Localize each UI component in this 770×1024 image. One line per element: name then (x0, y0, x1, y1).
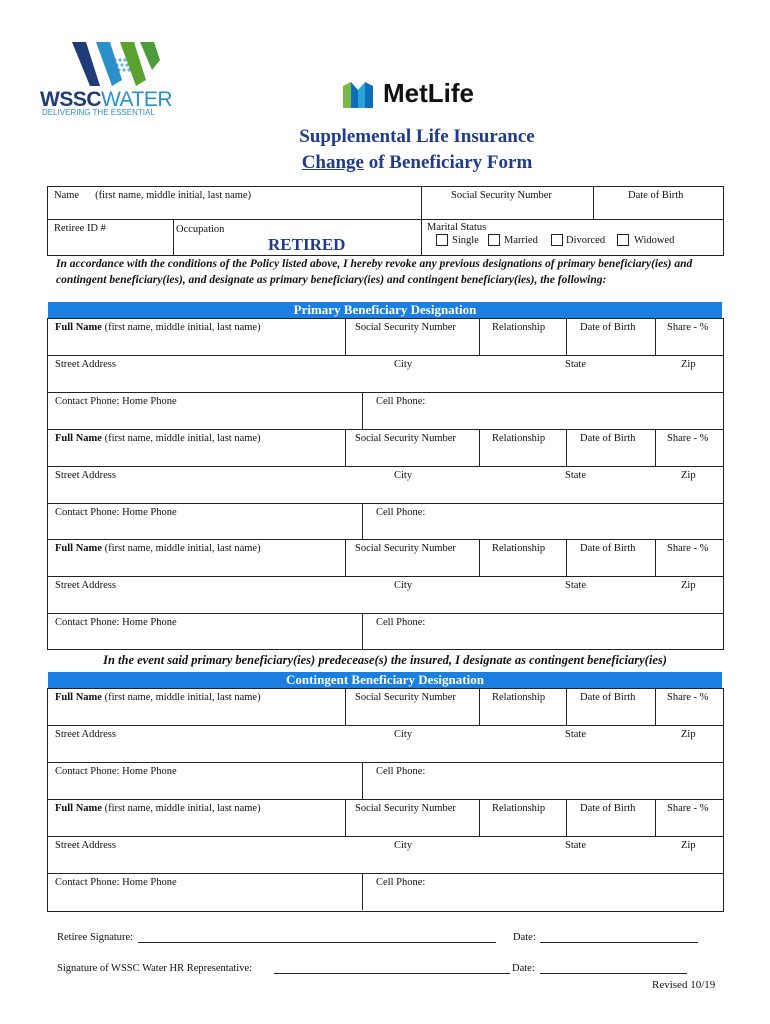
contingent-beneficiary-1-relationship-label: Relationship (492, 692, 546, 703)
contingent-beneficiary-2-full-name-label: Full Name (first name, middle initial, last name) (55, 803, 261, 814)
metlife-logo-text: MetLife (383, 78, 474, 108)
revision-note: Revised 10/19 (652, 979, 716, 991)
form-title-line2 (0, 152, 770, 174)
widowed-checkbox[interactable] (617, 234, 629, 246)
primary-beneficiary-1-cell-label: Cell Phone: (376, 396, 426, 407)
retiree-signature-line[interactable] (138, 942, 496, 943)
occupation-value: RETIRED (268, 235, 346, 254)
metlife-m-mark-icon (343, 78, 373, 110)
contingent-beneficiary-2-share-label: Share - % (667, 803, 709, 814)
primary-beneficiary-2-cell-label: Cell Phone: (376, 507, 426, 518)
primary-beneficiary-1-relationship-label: Relationship (492, 322, 546, 333)
retiree-date-label: Date: (513, 932, 536, 943)
primary-beneficiary-3-state-label: State (565, 580, 586, 591)
contingent-beneficiary-2-dob-label: Date of Birth (580, 803, 636, 814)
primary-beneficiary-3-full-name-label: Full Name (first name, middle initial, last name) (55, 543, 261, 554)
primary-beneficiary-1-street-label: Street Address (55, 359, 116, 370)
primary-beneficiary-3-street-label: Street Address (55, 580, 116, 591)
title-rest: of Beneficiary Form (363, 152, 533, 173)
primary-beneficiary-2-dob-label: Date of Birth (580, 433, 636, 444)
married-checkbox[interactable] (488, 234, 500, 246)
contingent-beneficiary-2-relationship-label: Relationship (492, 803, 546, 814)
primary-beneficiary-1-state-label: State (565, 359, 586, 370)
primary-beneficiary-1-zip-label: Zip (681, 359, 696, 370)
primary-beneficiary-2-relationship-label: Relationship (492, 433, 546, 444)
insured-name-label: Name (first name, middle initial, last name) (54, 190, 252, 201)
primary-beneficiary-1-share-label: Share - % (667, 322, 709, 333)
retiree-date-line[interactable] (540, 942, 698, 943)
occupation-label: Occupation (176, 224, 225, 235)
primary-beneficiary-3-city-label: City (394, 580, 413, 591)
single-checkbox[interactable] (436, 234, 448, 246)
contingent-beneficiary-2-street-label: Street Address (55, 840, 116, 851)
hr-date-label: Date: (512, 963, 535, 974)
primary-beneficiary-2-share-label: Share - % (667, 433, 709, 444)
revoke-statement: In accordance with the conditions of the Policy listed above, I hereby revoke any previous designations of primary beneficiary(ies) and contingent beneficiary(ies), and designate as primary beneficiary(ies) and contingent beneficiary(ies), the following: (56, 258, 693, 286)
divorced-label: Divorced (566, 235, 606, 246)
primary-beneficiary-2-ssn-label: Social Security Number (355, 433, 456, 444)
primary-beneficiary-3-contact-label: Contact Phone: Home Phone (55, 617, 177, 628)
metlife-logo (343, 76, 503, 112)
hr-signature-label: Signature of WSSC Water HR Representative: (57, 963, 253, 974)
primary-beneficiary-1-contact-label: Contact Phone: Home Phone (55, 396, 177, 407)
title-change-word: Change (301, 152, 364, 173)
retiree-signature-label: Retiree Signature: (57, 932, 134, 943)
contingent-beneficiary-2-cell-label: Cell Phone: (376, 877, 426, 888)
contingent-beneficiary-1-full-name-label: Full Name (first name, middle initial, last name) (55, 692, 261, 703)
primary-beneficiary-header: Primary Beneficiary Designation (48, 302, 722, 318)
contingent-beneficiary-2-contact-label: Contact Phone: Home Phone (55, 877, 177, 888)
primary-beneficiary-3-cell-label: Cell Phone: (376, 617, 426, 628)
contingent-beneficiary-2-state-label: State (565, 840, 586, 851)
contingent-beneficiary-1-city-label: City (394, 729, 413, 740)
insured-dob-label: Date of Birth (628, 190, 684, 201)
primary-beneficiary-2-zip-label: Zip (681, 470, 696, 481)
primary-beneficiary-2-city-label: City (394, 470, 413, 481)
primary-beneficiary-3-zip-label: Zip (681, 580, 696, 591)
contingent-beneficiary-2-zip-label: Zip (681, 840, 696, 851)
wssc-logo-text: WSSC (40, 88, 101, 111)
primary-beneficiary-1-full-name-label: Full Name (first name, middle initial, last name) (55, 322, 261, 333)
primary-beneficiary-2-state-label: State (565, 470, 586, 481)
wssc-tagline: DELIVERING THE ESSENTIAL (42, 108, 155, 117)
single-label: Single (452, 235, 479, 246)
contingent-beneficiary-1-street-label: Street Address (55, 729, 116, 740)
primary-beneficiary-2-contact-label: Contact Phone: Home Phone (55, 507, 177, 518)
contingent-beneficiary-1-state-label: State (565, 729, 586, 740)
insured-ssn-label: Social Security Number (451, 190, 552, 201)
contingent-beneficiary-1-ssn-label: Social Security Number (355, 692, 456, 703)
primary-beneficiary-1-city-label: City (394, 359, 413, 370)
primary-beneficiary-3-relationship-label: Relationship (492, 543, 546, 554)
contingent-beneficiary-1-contact-label: Contact Phone: Home Phone (55, 766, 177, 777)
contingent-beneficiary-1-cell-label: Cell Phone: (376, 766, 426, 777)
form-title-line1: Supplemental Life Insurance (299, 126, 535, 147)
hr-date-line[interactable] (540, 973, 687, 974)
retiree-id-label: Retiree ID # (54, 223, 106, 234)
primary-beneficiary-3-ssn-label: Social Security Number (355, 543, 456, 554)
divorced-checkbox[interactable] (551, 234, 563, 246)
hr-signature-line[interactable] (274, 973, 510, 974)
contingent-beneficiary-1-dob-label: Date of Birth (580, 692, 636, 703)
wssc-water-logo (40, 40, 170, 120)
primary-beneficiary-1-ssn-label: Social Security Number (355, 322, 456, 333)
primary-beneficiary-3-dob-label: Date of Birth (580, 543, 636, 554)
widowed-label: Widowed (634, 235, 675, 246)
primary-beneficiary-2-street-label: Street Address (55, 470, 116, 481)
contingent-beneficiary-1-zip-label: Zip (681, 729, 696, 740)
water-logo-text: WATER (101, 88, 172, 111)
contingent-intro: In the event said primary beneficiary(ies) predecease(s) the insured, I designate as contingent beneficiary(ies) (103, 653, 667, 667)
primary-beneficiary-2-full-name-label: Full Name (first name, middle initial, last name) (55, 433, 261, 444)
contingent-beneficiary-2-city-label: City (394, 840, 413, 851)
contingent-beneficiary-2-ssn-label: Social Security Number (355, 803, 456, 814)
contingent-beneficiary-header: Contingent Beneficiary Designation (48, 672, 722, 688)
primary-beneficiary-3-share-label: Share - % (667, 543, 709, 554)
primary-beneficiary-1-dob-label: Date of Birth (580, 322, 636, 333)
contingent-beneficiary-1-share-label: Share - % (667, 692, 709, 703)
married-label: Married (504, 235, 538, 246)
primary-beneficiary-table (47, 318, 724, 650)
marital-status-label: Marital Status (427, 222, 487, 233)
